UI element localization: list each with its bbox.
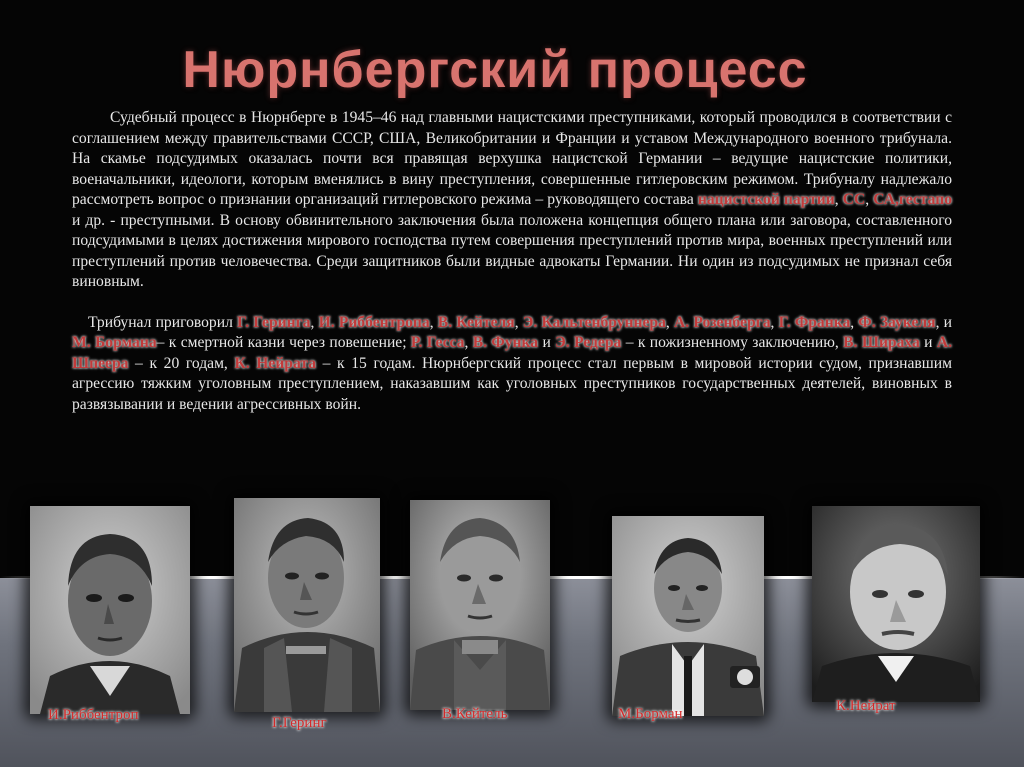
portrait-photo — [812, 506, 980, 702]
highlight-name: Г. Геринга — [237, 313, 311, 331]
highlight-name: А. Розенберга — [673, 313, 771, 331]
portrait-caption: М.Борман — [618, 706, 683, 722]
portrait-photo — [410, 500, 550, 710]
portrait-photo — [234, 498, 380, 712]
portrait-caption: К.Нейрат — [836, 698, 896, 714]
highlight-name: В. Кейтеля — [437, 313, 515, 331]
slide-title: Нюрнбергский процесс — [182, 41, 808, 99]
highlight-name: И. Риббентропа — [318, 313, 430, 331]
body-text — [72, 108, 952, 415]
highlight-name: Ф. Заукеля — [858, 313, 936, 331]
highlight-term: СС — [842, 191, 866, 208]
portrait-caption: В.Кейтель — [442, 706, 508, 722]
highlight-name: М. Бормана — [72, 334, 157, 351]
highlight-name: Р. Гесса — [410, 334, 465, 351]
highlight-name: В. Шираха — [843, 334, 920, 351]
paragraph-1: Судебный процесс в Нюрнберге в 1945–46 над главными нацистскими преступниками, который проводился в соответствии с соглашением между правительствами СССР, США, Великобритании и Франции и уставом Международного военного трибунала. На скамье подсудимых оказалась почти вся правящая верхушка нацистской Германии – ведущие нацистские политики, военачальники, идеологи, которым вменялись в вину преступления, совершенные гитлеровским режимом. Трибуналу надлежало рассмотреть вопрос о признании организаций гитлеровского режима – руководящего состава нацистской партии, СС, СА,гестапо и др. - преступными. В основу обвинительного заключения была положена концепция общего плана или заговора, составленного подсудимыми в целях достижения мирового господства путем совершения преступлений против мира, военных преступлений или преступлений против человечества. Среди защитников были видные адвокаты Германии. Ни один из подсудимых не признал себя виновным. — [72, 109, 953, 290]
portrait-photo — [30, 506, 190, 714]
highlight-term: нацистской партии — [697, 191, 835, 208]
paragraph-2: Трибунал приговорил Г. Геринга, И. Риббентропа, В. Кейтеля, Э. Кальтенбруннера, А. Розенберга, Г. Франка, Ф. Заукеля, и М. Бормана– к смертной казни через повешение; Р. Гесса, В. Функа и Э. Редера – к пожизненному заключению, В. Шираха и А. Шпеера – к 20 годам, К. Нейрата – к 15 годам. Нюрнбергский процесс стал первым в мировой истории судом, признавшим агрессию тяжким уголовным преступлением, наказавшим как уголовных преступников государственных деятелей, виновных в развязывании и ведении агрессивных войн. — [72, 313, 953, 413]
highlight-name: В. Функа — [472, 334, 539, 351]
portrait-photo — [612, 516, 764, 716]
portrait-caption: И.Риббентроп — [48, 707, 139, 723]
highlight-name: К. Нейрата — [234, 354, 317, 372]
portrait-caption: Г.Геринг — [272, 715, 327, 731]
highlight-name: А. Шпеера — [72, 334, 953, 372]
highlight-name: Э. Редера — [555, 334, 622, 351]
highlight-name: Э. Кальтенбруннера — [522, 313, 666, 331]
highlight-term: СА,гестапо — [873, 191, 953, 208]
highlight-name: Г. Франка — [778, 313, 851, 331]
